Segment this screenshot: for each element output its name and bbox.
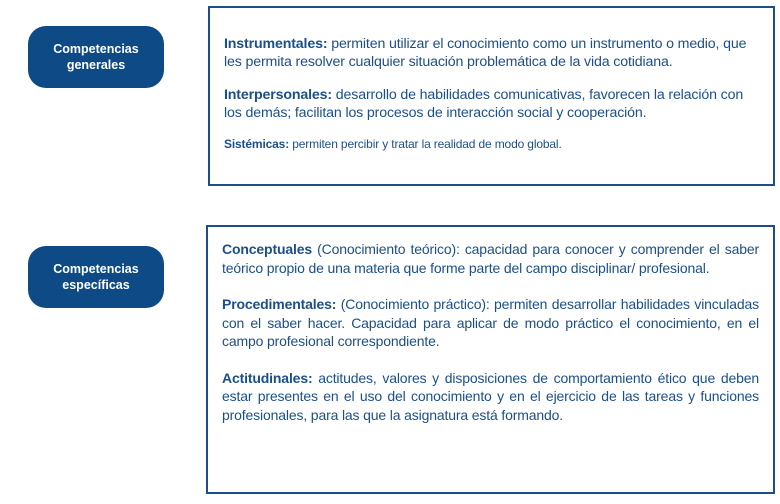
- specific-competencies-box: [206, 225, 775, 494]
- general-competencies-box: [208, 6, 775, 186]
- label-line-2: específicas: [62, 278, 130, 292]
- label-competencias-generales: [28, 26, 164, 88]
- item-procedimentales: [222, 295, 759, 351]
- label-line-1: Competencias: [53, 262, 139, 276]
- term-actitudinales: Actitudinales:: [222, 369, 313, 386]
- item-interpersonales: [224, 86, 759, 122]
- term-instrumentales: Instrumentales:: [224, 36, 328, 52]
- desc-procedimentales: (Conocimiento práctico): permiten desarrollar habilidades vinculadas con el saber hacer. Capacidad para aplicar de modo práctico el conocimiento, en el campo profesional correspondiente.: [222, 296, 759, 349]
- term-sistemicas: Sistémicas:: [224, 137, 290, 151]
- item-conceptuales: [222, 240, 759, 277]
- term-conceptuales: Conceptuales: [222, 241, 312, 257]
- desc-instrumentales: permiten utilizar el conocimiento como un instrumento o medio, que les permita resolver cualquier situación problemática de la vida cotidiana.: [224, 36, 747, 70]
- desc-interpersonales: desarrollo de habilidades comunicativas, favorecen la relación con los demás; facilitan los procesos de interacción social y cooperación.: [224, 87, 744, 121]
- desc-conceptuales: (Conocimiento teórico): capacidad para conocer y comprender el saber teórico propio de una materia que forme parte del campo disciplinar/ profesional.: [222, 241, 759, 276]
- label-line-1: Competencias: [53, 42, 139, 56]
- item-sistemicas: [224, 136, 759, 152]
- label-competencias-especificas: [28, 246, 164, 308]
- desc-actitudinales: actitudes, valores y disposiciones de comportamiento ético que deben estar presentes en el uso del conocimiento y en el ejercicio de las tareas y funciones profesionales, para las que la asignatura está formando.: [222, 369, 759, 423]
- item-instrumentales: [224, 35, 759, 71]
- desc-sistemicas: permiten percibir y tratar la realidad de modo global.: [289, 137, 562, 151]
- item-actitudinales: [222, 369, 759, 425]
- term-procedimentales: Procedimentales:: [222, 296, 337, 312]
- term-interpersonales: Interpersonales:: [224, 87, 332, 103]
- label-line-2: generales: [66, 58, 126, 72]
